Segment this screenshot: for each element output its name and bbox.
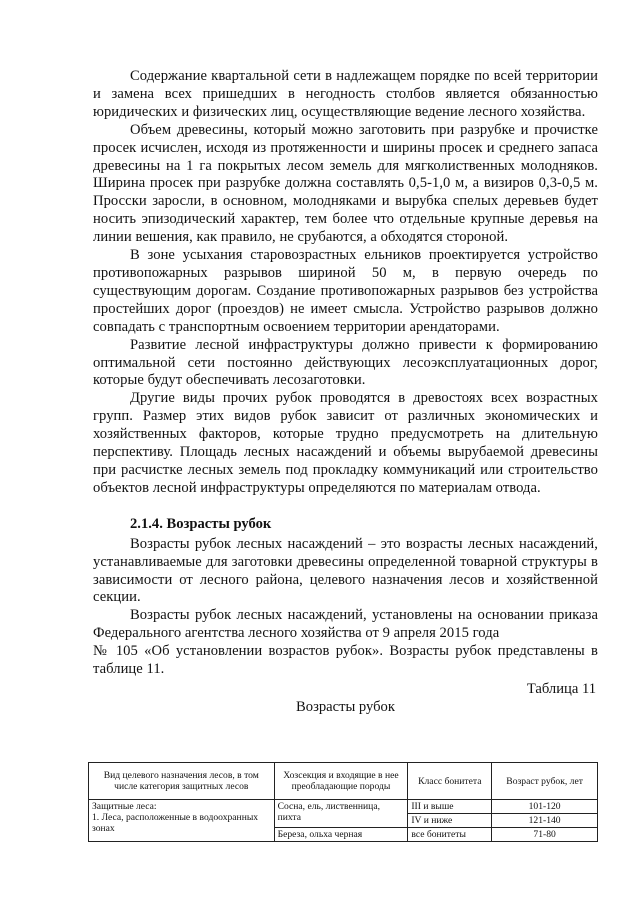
table-row [89, 800, 598, 814]
paragraph: Возрасты рубок лесных насаждений – это возрасты лесных насаждений, устанавливаемые для заготовки древесины определенной товарной структуры в зависимости от лесного района, целевого назначения лесов и хозяйственной секции. [93, 535, 598, 606]
table-cell-bonitet: все бонитеты [408, 828, 492, 842]
paragraph: Возрасты рубок лесных насаждений, установлены на основании приказа Федерального агентства лесного хозяйства от 9 апреля 2015 года [93, 607, 598, 642]
category-title: Защитные леса: [92, 801, 157, 812]
table-header-cell: Возраст рубок, лет [492, 763, 598, 800]
table-title: Возрасты рубок [296, 699, 395, 715]
body-text [93, 68, 598, 498]
table-cell-species: Береза, ольха черная [274, 828, 408, 842]
paragraph: Развитие лесной инфраструктуры должно привести к формированию оптимальной сети постоянно действующих лесоэксплуатационных дорог, которые будут обеспечивать лесозаготовки. [93, 336, 598, 389]
table-cell-bonitet: III и выше [408, 800, 492, 814]
table-header-row [89, 763, 598, 800]
paragraph: В зоне усыхания старовозрастных ельников проектируется устройство противопожарных разрывов шириной 50 м, в первую очередь по существующим дорогам. Создание противопожарных разрывов без устройства простейших дорог (проездов) не имеет смысла. Устройство разрывов должно совпадать с транспортным освоением территории арендаторами. [93, 247, 598, 335]
table-cell-age: 121-140 [492, 814, 598, 828]
table-cell-category [89, 800, 275, 842]
table-cell-age: 101-120 [492, 800, 598, 814]
table-header-cell: Класс бонитета [408, 763, 492, 800]
table-cell-age: 71-80 [492, 828, 598, 842]
table-header-cell: Хозсекция и входящие в нее преобладающие породы [274, 763, 408, 800]
cutting-age-table [88, 762, 598, 842]
table-cell-species: Сосна, ель, лиственница, пихта [274, 800, 408, 828]
table-header-cell: Вид целевого назначения лесов, в том числе категория защитных лесов [89, 763, 275, 800]
category-subtitle: 1. Леса, расположенные в водоохранных зонах [92, 812, 259, 834]
table-number: Таблица 11 [526, 681, 596, 697]
paragraph: № 105 «Об установлении возрастов рубок». Возрасты рубок представлены в таблице 11. [93, 643, 598, 678]
paragraph: Другие виды прочих рубок проводятся в древостоях всех возрастных групп. Размер этих видов рубок зависит от различных экономических и хозяйственных факторов, которые трудно предусмотреть на длительную перспективу. Площадь лесных насаждений и объемы вырубаемой древесины при расчистке лесных земель под прокладку коммуникаций или строительство объектов лесной инфраструктуры определяются по материалам отвода. [93, 390, 598, 496]
section-heading: 2.1.4. Возрасты рубок [130, 515, 272, 532]
paragraph: Содержание квартальной сети в надлежащем порядке по всей территории и замена всех пришедших в негодность столбов является обязанностью юридических и физических лиц, осуществляющие ведение лесного хозяйства. [93, 68, 598, 120]
table-cell-bonitet: IV и ниже [408, 814, 492, 828]
paragraph: Объем древесины, который можно заготовить при разрубке и прочистке просек исчислен, исходя из протяженности и ширины просек и среднего запаса древесины на 1 га покрытых лесом земель для мягколиственных молодняков. Ширина просек при разрубке должна составлять 0,5-1,0 м, а визиров 0,3-0,5 м. Просски заросли, в основном, молодняками и вырубка спелых деревьев будет носить эпизодический характер, тем более что отдельные крупные деревья на линии вешения, как правило, не срубаются, а обходятся стороной. [93, 121, 598, 246]
